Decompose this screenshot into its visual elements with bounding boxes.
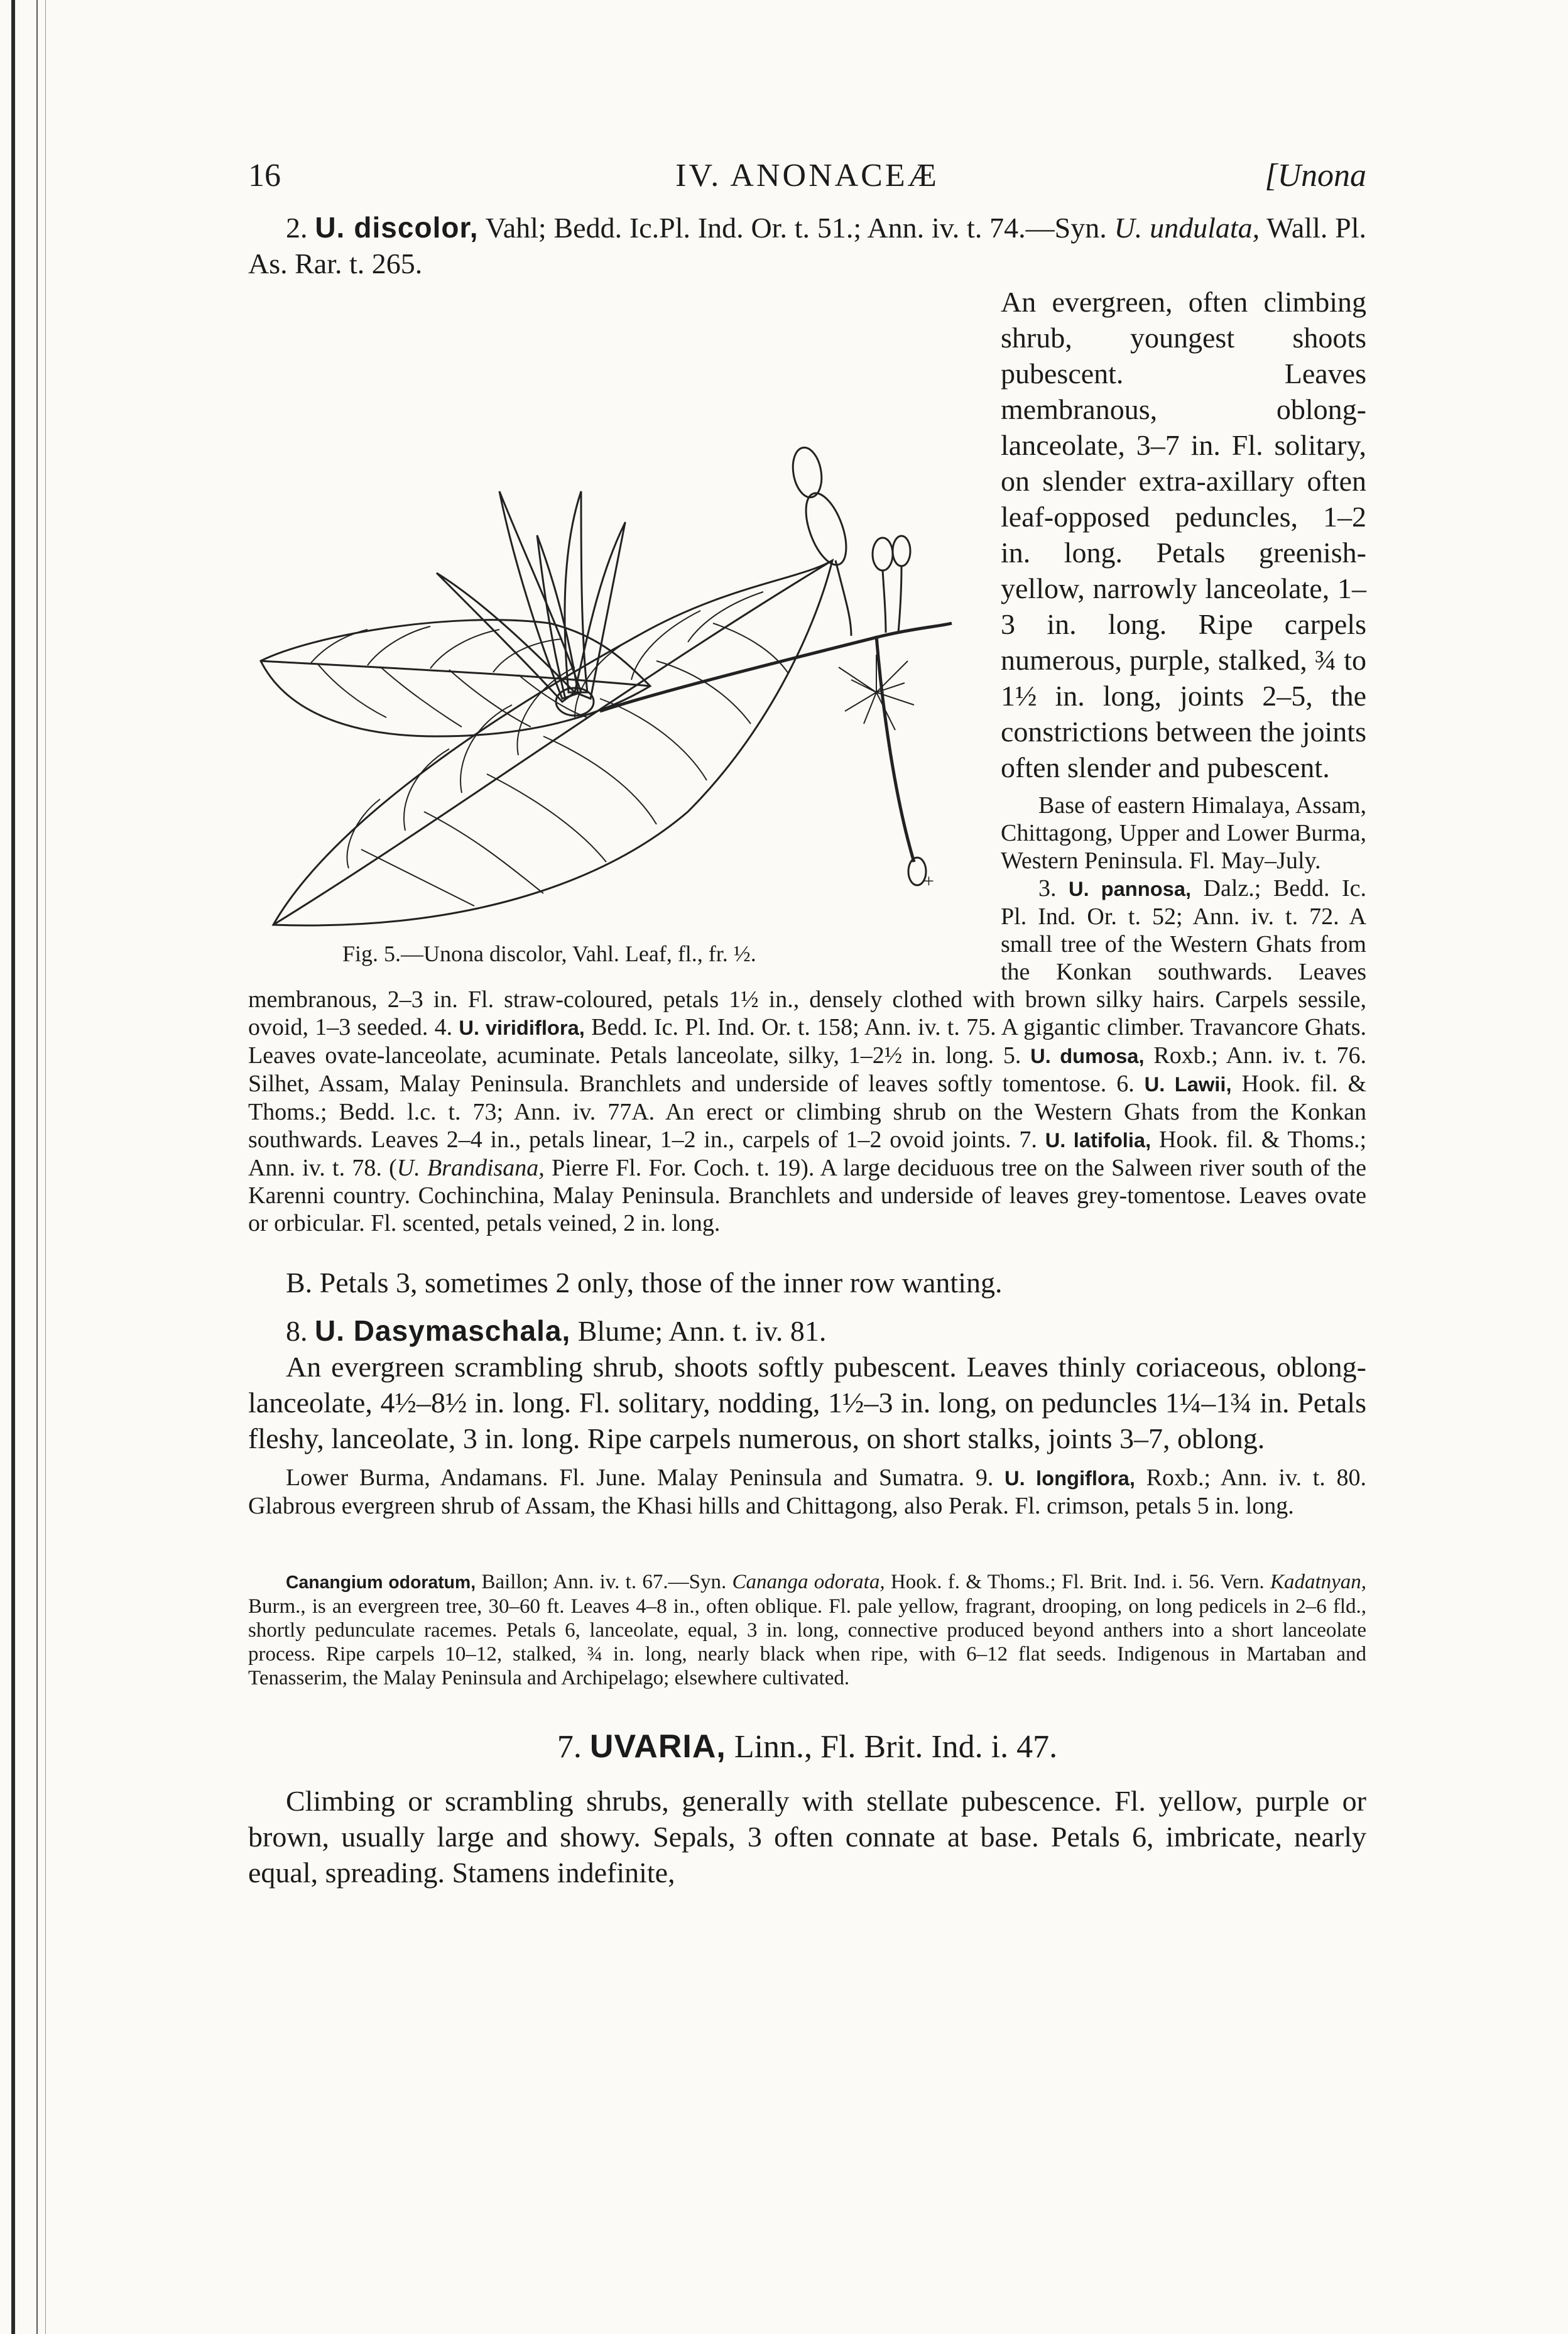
species-8-name: U. Dasymaschala, xyxy=(315,1314,571,1347)
synonym-citation: Wall. Pl. As. Rar. t. 265. xyxy=(248,212,1367,280)
species-9-name: U. longiflora, xyxy=(1004,1466,1135,1490)
canangium-text-b: Hook. f. & Thoms.; Fl. Brit. Ind. i. 56. Vern. xyxy=(890,1571,1265,1593)
species-7-name: U. latifolia, xyxy=(1045,1128,1152,1152)
binding-line xyxy=(36,0,38,2334)
canangium-synonym: Cananga odorata, xyxy=(732,1571,885,1593)
species-3-name: U. pannosa, xyxy=(1068,877,1192,900)
species-4-number: 4. xyxy=(434,1014,453,1040)
upper-leaf-midrib xyxy=(261,661,650,686)
species-number: 2. xyxy=(286,212,308,244)
page-header xyxy=(248,157,1366,201)
species-5-text: Roxb.; Ann. iv. t. 76. Silhet, Assam, Malay Peninsula. Branchlets and underside of leaves softly tomentose. xyxy=(248,1042,1367,1097)
species-2-description: An evergreen, often climbing shrub, youngest shoots pubescent. Leaves membranous, oblong-lanceolate, 3–7 in. Fl. solitary, on slender extra-axillary often leaf-opposed peduncles, 1–2 in. long. Petals greenish-yellow, narrowly lanceolate, 1–3 in. long. Ripe carpels numerous, purple, stalked, ¾ to 1½ in. long, joints 2–5, the constrictions between the joints often slender and pubescent. xyxy=(1001,286,1366,783)
canangium-note xyxy=(248,1570,1366,1690)
unona-discolor-illustration xyxy=(248,284,983,975)
figure-caption: Fig. 5.—Unona discolor, Vahl. Leaf, fl., fr. ½. xyxy=(342,941,756,966)
species-2-distribution: Base of eastern Himalaya, Assam, Chittagong, Upper and Lower Burma, Western Peninsula. Fl. May–July. xyxy=(1001,792,1366,874)
synonym-name: U. undulata, xyxy=(1114,212,1260,244)
section-heading: [Unona xyxy=(1265,158,1366,194)
species-7-synonym: U. Brandisana, xyxy=(396,1155,545,1181)
running-title: IV. ANONACEÆ xyxy=(675,158,939,194)
page-number: 16 xyxy=(248,158,281,194)
species-3-number: 3. xyxy=(1038,875,1057,902)
canangium-text-c: Burm., is an evergreen tree, 30–60 ft. Leaves 4–8 in., often oblique. Fl. pale yellow, fragrant, drooping, on long pedicels in 2–6 fld., shortly pedunculate racemes. Petals 6, lanceolate, equal, 3 in. long, connective produced beyond anthers into a short lanceolate process. Ripe carpels 10–12, stalked, ¾ in. long, nearly black when ripe, with 6–12 flat seeds. Indigenous in Martaban and Tenasserim, the Malay Peninsula and Archipelago; elsewhere cultivated. xyxy=(248,1595,1366,1689)
scale-mark: + xyxy=(923,871,934,892)
genus-number: 7. xyxy=(557,1729,582,1765)
genus-7-heading xyxy=(248,1728,1366,1765)
figure-block xyxy=(248,284,1366,1237)
species-4-text: Bedd. Ic. Pl. Ind. Or. t. 158; Ann. iv. t. 75. A gigantic climber. Travancore Ghats. Leaves ovate-lanceolate, acuminate. Petals lanceolate, silky, 1–2½ in. long. xyxy=(248,1014,1366,1069)
species-8-distribution-a: Lower Burma, Andamans. Fl. June. Malay Peninsula and Sumatra. xyxy=(286,1464,965,1491)
genus-citation: Linn., Fl. Brit. Ind. i. 47. xyxy=(734,1729,1058,1765)
species-citation: Vahl; Bedd. Ic.Pl. Ind. Or. t. 51.; Ann. iv. t. 74.—Syn. xyxy=(485,212,1107,244)
species-2-heading xyxy=(248,210,1366,281)
canangium-vernacular: Kadatnyan, xyxy=(1270,1571,1367,1593)
genus-name: UVARIA, xyxy=(589,1728,726,1765)
book-page xyxy=(248,157,1366,1890)
species-7-text-a: Hook. fil. & Thoms.; Ann. iv. t. 78. ( xyxy=(248,1126,1367,1181)
binding-line-faint xyxy=(45,0,46,2334)
species-6-number: 6. xyxy=(1116,1071,1135,1097)
species-9-number: 9. xyxy=(975,1464,994,1491)
species-name: U. discolor, xyxy=(315,211,479,244)
species-4-name: U. viridiflora, xyxy=(459,1016,585,1039)
species-8-citation: Blume; Ann. t. iv. 81. xyxy=(577,1315,827,1347)
canangium-text-a: Baillon; Ann. iv. t. 67.—Syn. xyxy=(481,1571,727,1593)
species-7-number: 7. xyxy=(1019,1126,1037,1153)
receptacle xyxy=(839,655,914,730)
species-5-number: 5. xyxy=(1003,1042,1021,1069)
species-3-text: Dalz.; Bedd. Ic. Pl. Ind. Or. t. 52; Ann. iv. t. 72. A small tree of the Western Ghats from the Konkan southwards. Leaves membranous, 2–3 in. Fl. straw-coloured, petals 1½ in., densely clothed with brown silky hairs. Carpels sessile, ovoid, 1–3 seeded. xyxy=(248,875,1367,1040)
species-6-text: Hook. fil. & Thoms.; Bedd. l.c. t. 73; Ann. iv. 77A. An erect or climbing shrub on the Western Ghats from the Konkan southwards. Leaves 2–4 in., petals linear, 1–2 in., carpels of 1–2 ovoid joints. xyxy=(248,1071,1367,1153)
leaf-midrib xyxy=(273,560,832,925)
upper-leaf-veins xyxy=(311,626,587,727)
book-binding-edge xyxy=(11,0,15,2334)
species-8-heading xyxy=(248,1313,1366,1349)
species-8-distribution xyxy=(248,1464,1366,1520)
species-6-name: U. Lawii, xyxy=(1144,1072,1232,1096)
group-b-heading: B. Petals 3, sometimes 2 only, those of the inner row wanting. xyxy=(286,1267,1003,1299)
species-8-number: 8. xyxy=(286,1315,308,1347)
species-5-name: U. dumosa, xyxy=(1030,1044,1145,1067)
species-8-distribution-b: Roxb.; Ann. iv. t. 80. Glabrous evergreen shrub of Assam, the Khasi hills and Chittagong, also Perak. Fl. crimson, petals 5 in. long. xyxy=(248,1464,1366,1519)
fruit-stalk xyxy=(876,636,914,862)
upper-leaf-outline xyxy=(261,620,650,736)
figure-5 xyxy=(248,284,983,975)
genus-7-description: Climbing or scrambling shrubs, generally with stellate pubescence. Fl. yellow, purple or brown, usually large and showy. Sepals, 3 often connate at base. Petals 6, imbricate, nearly equal, spreading. Stamens indefinite, xyxy=(248,1785,1366,1889)
canangium-name: Canangium odoratum, xyxy=(286,1573,476,1593)
branch-stem xyxy=(600,623,952,711)
species-7-text-b: Pierre Fl. For. Coch. t. 19). A large deciduous tree on the Salween river south of the Karenni country. Cochinchina, Malay Peninsula. Branchlets and underside of leaves grey-tomentose. Leaves ovate or orbicular. Fl. scented, petals veined, 2 in. long. xyxy=(248,1155,1367,1236)
carpels xyxy=(789,445,910,636)
species-8-description: An evergreen scrambling shrub, shoots softly pubescent. Leaves thinly coriaceous, oblong-lanceolate, 4½–8½ in. long. Fl. solitary, nodding, 1½–3 in. long, on peduncles 1¼–1¾ in. Petals fleshy, lanceolate, 3 in. long. Ripe carpels numerous, on short stalks, joints 3–7, oblong. xyxy=(248,1351,1366,1454)
